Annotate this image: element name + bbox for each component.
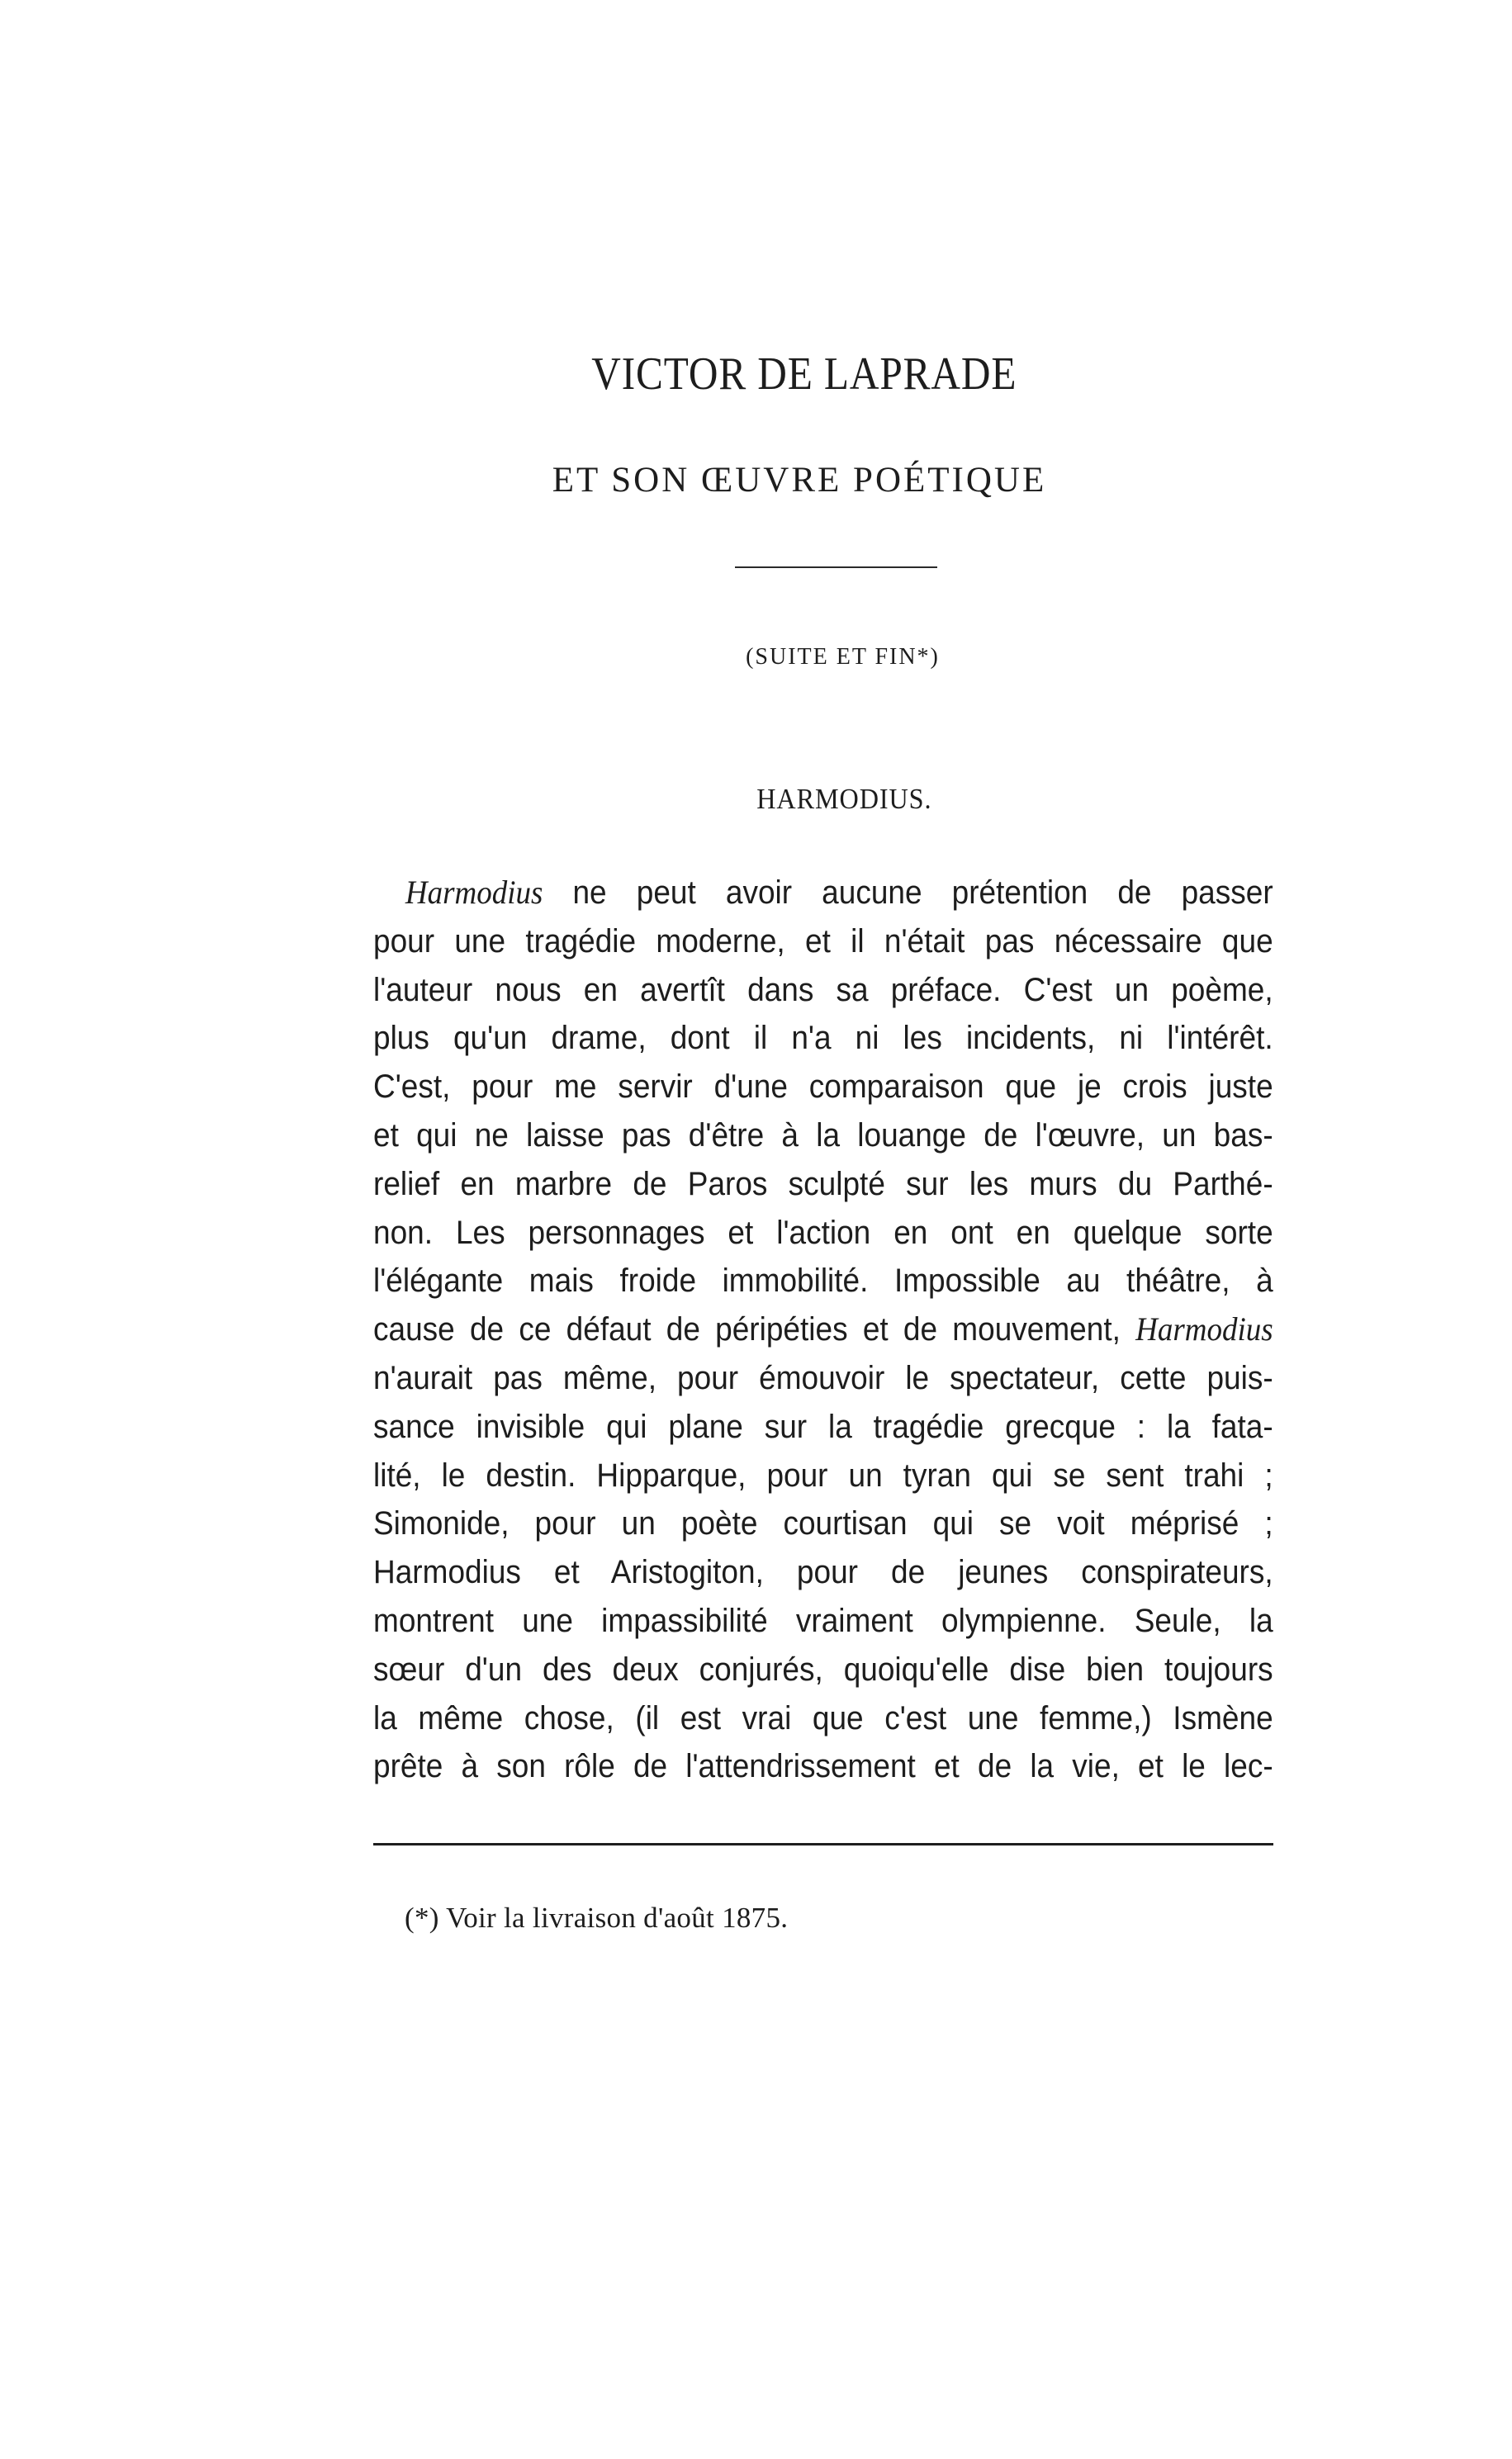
line-text: Simonide, pour un poète courtisan qui se voit méprisé ; (373, 1505, 1273, 1542)
text-line (373, 869, 1273, 917)
text-line (373, 1111, 1273, 1160)
line-text: cause de ce défaut de péripéties et de mouvement, (373, 1311, 1136, 1348)
text-line (373, 1257, 1273, 1305)
text-line (373, 1452, 1273, 1500)
title-divider (735, 566, 937, 568)
text-line (373, 917, 1273, 966)
line-text: la même chose, (il est vrai que c'est une femme,) Ismène (373, 1699, 1273, 1736)
line-text: montrent une impassibilité vraiment olympienne. Seule, la (373, 1602, 1273, 1639)
line-text: sœur d'un des deux conjurés, quoiqu'elle dise bien toujours (373, 1651, 1273, 1688)
text-line (373, 1694, 1273, 1743)
text-line (373, 1209, 1273, 1258)
text-line (373, 1597, 1273, 1646)
footnote: (*) Voir la livraison d'août 1875. (405, 1902, 789, 1934)
line-text: lité, le destin. Hipparque, pour un tyran qui se sent trahi ; (373, 1457, 1273, 1494)
text-line (373, 1548, 1273, 1597)
section-heading: HARMODIUS. (756, 783, 932, 815)
text-line (373, 1403, 1273, 1452)
italic-title: Harmodius (1135, 1310, 1273, 1348)
article-subtitle: ET SON ŒUVRE POÉTIQUE (552, 461, 1047, 500)
text-line (373, 1500, 1273, 1548)
text-line (373, 1014, 1273, 1063)
text-line (373, 1742, 1273, 1791)
text-line (373, 1305, 1273, 1354)
line-text: et qui ne laisse pas d'être à la louange de l'œuvre, un bas- (373, 1116, 1273, 1154)
line-text: l'élégante mais froide immobilité. Impossible au théâtre, à (373, 1263, 1273, 1300)
text-line (373, 1063, 1273, 1111)
body-paragraph (373, 869, 1273, 1791)
text-line (373, 1646, 1273, 1694)
footnote-divider (373, 1843, 1273, 1845)
line-text: l'auteur nous en avertît dans sa préface. C'est un poème, (373, 971, 1273, 1008)
article-title: VICTOR DE LAPRADE (591, 348, 1017, 400)
line-text: sance invisible qui plane sur la tragédie grecque : la fata- (373, 1408, 1273, 1445)
line-text: pour une tragédie moderne, et il n'était pas nécessaire que (373, 922, 1273, 959)
line-text: C'est, pour me servir d'une comparaison que je crois juste (373, 1068, 1273, 1106)
line-text: prête à son rôle de l'attendrissement et de la vie, et le lec- (373, 1748, 1273, 1785)
text-line (373, 1354, 1273, 1403)
line-text: ne peut avoir aucune prétention de passer (543, 874, 1273, 911)
line-text: non. Les personnages et l'action en ont en quelque sorte (373, 1214, 1273, 1251)
text-line (373, 1160, 1273, 1209)
continuation-note: (SUITE ET FIN*) (746, 644, 940, 670)
line-text: Harmodius et Aristogiton, pour de jeunes conspirateurs, (373, 1554, 1273, 1591)
line-text: plus qu'un drame, dont il n'a ni les incidents, ni l'intérêt. (373, 1020, 1273, 1057)
line-text: n'aurait pas même, pour émouvoir le spectateur, cette puis- (373, 1359, 1273, 1396)
text-line (373, 966, 1273, 1015)
italic-title: Harmodius (405, 874, 543, 911)
line-text: relief en marbre de Paros sculpté sur les murs du Parthé- (373, 1165, 1273, 1202)
